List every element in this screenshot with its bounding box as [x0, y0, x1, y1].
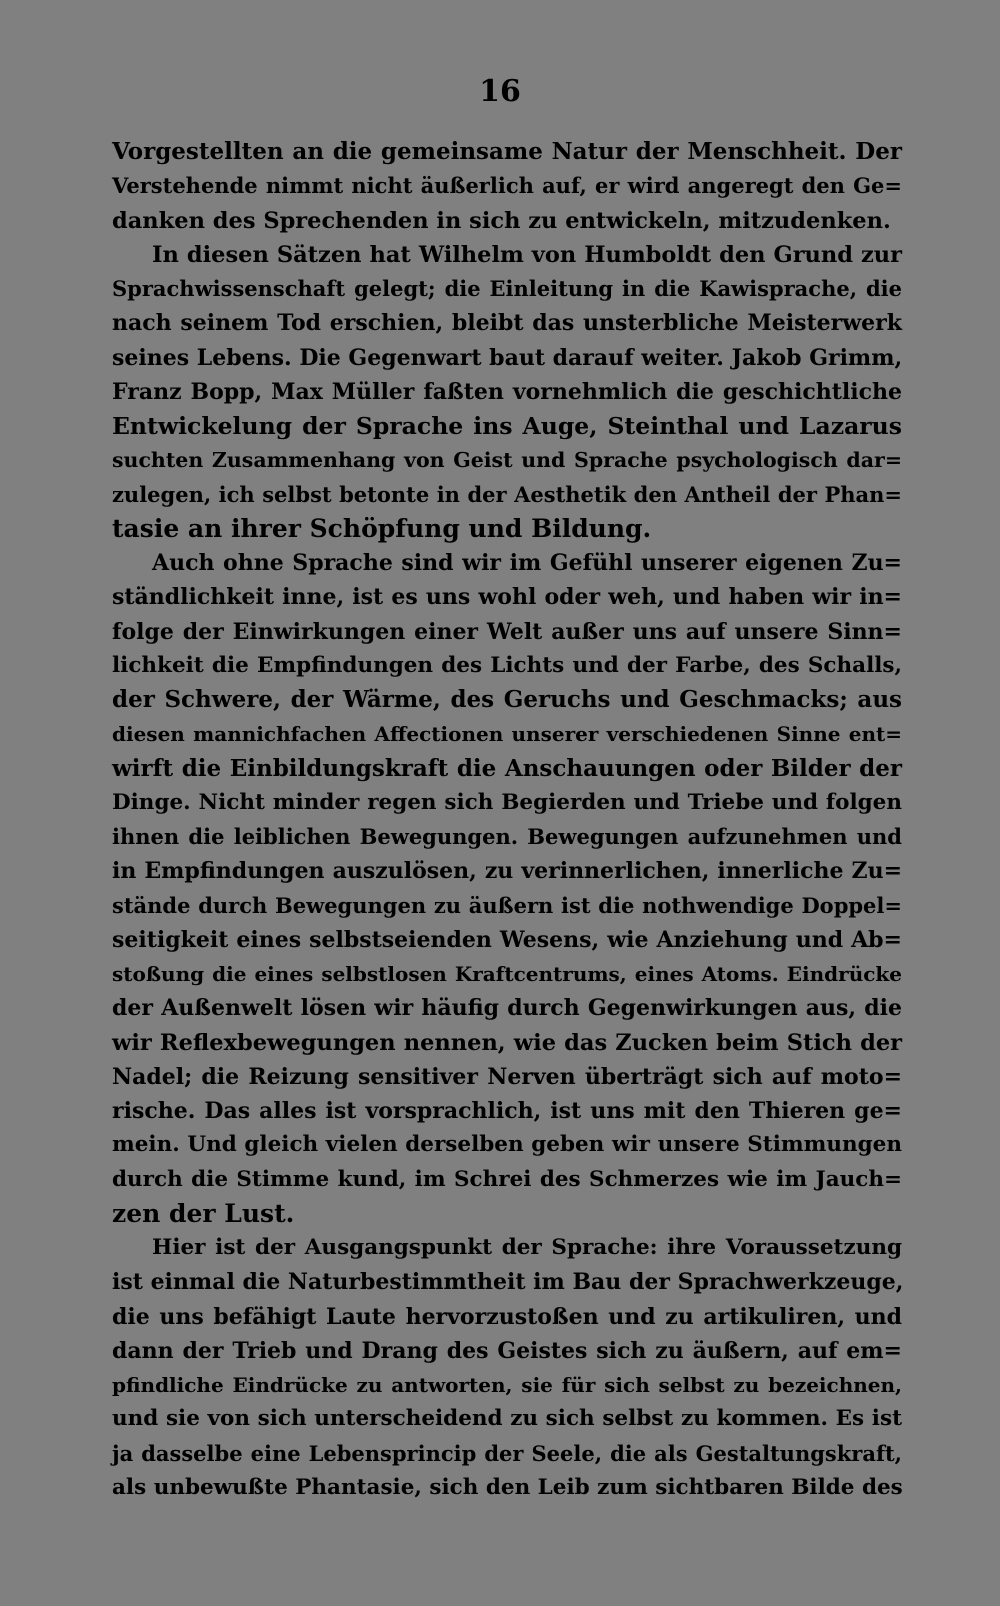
text-line: der Schwere, der Wärme, des Geruchs und Geschmacks; aus	[112, 686, 902, 713]
text-line: lichkeit die Empfindungen des Lichts und der Farbe, des Schalls,	[112, 652, 902, 678]
text-line: wir Reflexbewegungen nennen, wie das Zucken beim Stich der	[112, 1029, 902, 1056]
text-line: der Außenwelt lösen wir häufig durch Gegenwirkungen aus, die	[112, 995, 902, 1022]
body-text	[112, 135, 902, 1505]
text-line: dann der Trieb und Drang des Geistes sich zu äußern, auf em=	[112, 1337, 902, 1364]
text-line: rische. Das alles ist vorsprachlich, ist uns mit den Thieren ge=	[112, 1098, 902, 1124]
text-line: mein. Und gleich vielen derselben geben wir unsere Stimmungen	[112, 1132, 902, 1158]
text-line: Franz Bopp, Max Müller faßten vornehmlich die geschichtliche	[112, 378, 902, 405]
text-line: als unbewußte Phantasie, sich den Leib zum sichtbaren Bilde des	[112, 1474, 903, 1500]
text-line: stände durch Bewegungen zu äußern ist die nothwendige Doppel=	[112, 892, 902, 918]
text-line: Verstehende nimmt nicht äußerlich auf, er wird angeregt den Ge=	[112, 173, 902, 199]
paragraph	[112, 1231, 902, 1505]
text-line: Nadel; die Reizung sensitiver Nerven überträgt sich auf moto=	[112, 1063, 902, 1090]
text-line: seitigkeit eines selbstseienden Wesens, wie Anziehung und Ab=	[112, 926, 902, 953]
text-line: Sprachwissenschaft gelegt; die Einleitung in die Kawisprache, die	[112, 276, 902, 301]
text-line: wirft die Einbildungskraft die Anschauungen oder Bilder der	[112, 754, 902, 782]
text-line: pfindliche Eindrücke zu antworten, sie für sich selbst zu bezeichnen,	[112, 1373, 902, 1397]
text-line: Dinge. Nicht minder regen sich Begierden und Triebe und folgen	[112, 789, 902, 815]
text-line: in Empfindungen auszulösen, zu verinnerlichen, innerliche Zu=	[112, 858, 902, 885]
text-line: seines Lebens. Die Gegenwart baut darauf weiter. Jakob Grimm,	[112, 344, 903, 371]
text-line: ihnen die leiblichen Bewegungen. Bewegungen aufzunehmen und	[112, 824, 902, 849]
text-line: diesen mannichfachen Affectionen unserer verschiedenen Sinne ent=	[112, 722, 902, 747]
page-number: 16	[479, 74, 521, 109]
text-line: nach seinem Tod erschien, bleibt das unsterbliche Meisterwerk	[112, 310, 902, 337]
text-line: Auch ohne Sprache sind wir im Gefühl unserer eigenen Zu=	[152, 550, 902, 576]
text-line: ist einmal die Naturbestimmtheit im Bau der Sprachwerkzeuge,	[112, 1269, 904, 1296]
text-line: die uns befähigt Laute hervorzustoßen und zu artikuliren, und	[112, 1303, 902, 1330]
text-line: Entwickelung der Sprache ins Auge, Steinthal und Lazarus	[112, 412, 902, 440]
text-line: suchten Zusammenhang von Geist und Sprache psychologisch dar=	[112, 448, 902, 473]
paragraph	[112, 135, 902, 238]
text-line: stoßung die eines selbstlosen Kraftcentrums, eines Atoms. Eindrücke	[112, 962, 902, 986]
text-line: folge der Einwirkungen einer Welt außer uns auf unsere Sinn=	[112, 618, 902, 645]
text-line: danken des Sprechenden in sich zu entwickeln, mitzudenken.	[112, 207, 891, 234]
text-line: tasie an ihrer Schöpfung und Bildung.	[112, 513, 652, 543]
paragraph	[112, 238, 902, 546]
text-line: In diesen Sätzen hat Wilhelm von Humboldt den Grund zur	[152, 241, 902, 268]
text-line: Hier ist der Ausgangspunkt der Sprache: ihre Voraussetzung	[152, 1235, 902, 1260]
paragraph	[112, 546, 902, 1231]
text-line: zulegen, ich selbst betonte in der Aesthetik den Antheil der Phan=	[112, 481, 902, 507]
text-line: zen der Lust.	[112, 1198, 295, 1228]
text-line: ja dasselbe eine Lebensprincip der Seele, die als Gestaltungskraft,	[112, 1440, 902, 1466]
text-line: ständlichkeit inne, ist es uns wohl oder weh, und haben wir in=	[112, 584, 902, 611]
text-line: und sie von sich unterscheidend zu sich selbst zu kommen. Es ist	[112, 1406, 902, 1432]
text-line: durch die Stimme kund, im Schrei des Schmerzes wie im Jauch=	[112, 1166, 902, 1192]
text-line: Vorgestellten an die gemeinsame Natur der Menschheit. Der	[112, 138, 902, 165]
